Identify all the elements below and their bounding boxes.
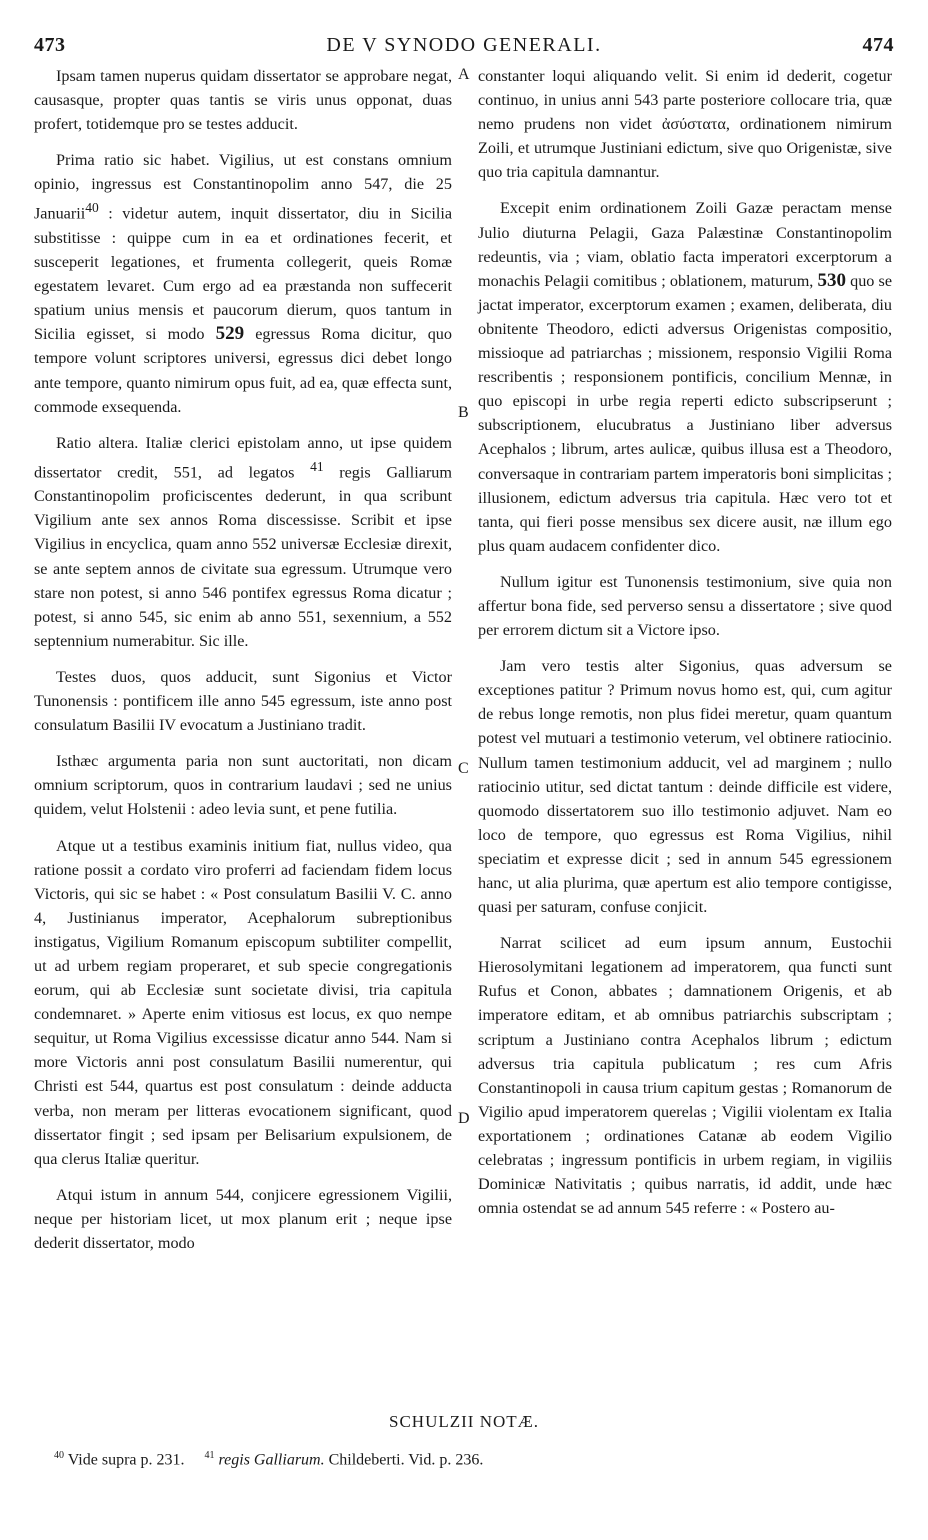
footnote-text: Vide supra p. 231. xyxy=(64,1451,185,1469)
text-run: regis Galliarum Constantinopolim proficiscentes dederunt, in qua scribunt Vigilium ante sex annos Roma discessisse. Scribit et ipse Vigilius in encyclica, quam anno 552 universæ Ecclesiæ direxit, se ante septem annos de civitate sua egressum. Utrumque vero stare non potest, si anno 546 pontifex egressus Roma dicatur ; potest, si anno 545, sic enim ab anno 551, sexennium, a 552 septennium numerabitur. Sic ille. xyxy=(34,463,452,650)
left-column xyxy=(34,64,452,1267)
paragraph: Nullum igitur est Tunonensis testimonium, sive quia non affertur bona fide, sed perverso sensu a dissertatore ; sive quod per errorem dictum sit a Victore ipso. xyxy=(478,572,892,640)
text-run: Excepit enim ordinationem Zoili Gazæ peractam mense Julio diuturna Pelagii, Gaza Palæstinæ Constantinopolim redeuntis, via ; viam, oblatio facta imperatori excerptorum a monachis Pelagii comitibus ; oblationem, maturum, xyxy=(478,199,892,290)
footnote-italic: regis Galliarum. xyxy=(218,1451,325,1469)
paragraph: Ipsam tamen nuperus quidam dissertator se approbare negat, causasque, propter quas tantis se viris unus opponat, duas profert, totidemque pro se testes adducit. xyxy=(34,67,452,134)
paragraph: constanter loqui aliquando velit. Si enim id dederit, cogetur continuo, in unius anni 543 parte posteriore collocare tria, quæ nemo prudens non videt ἀσύστατα, ordinationem nimirum Zoili, et utrumque Justiniani edictum, sive quo Origenistæ, sive quo tria capitula damnantur. xyxy=(478,67,892,182)
paragraph xyxy=(478,196,892,557)
footnote-mark: 41 xyxy=(204,1450,215,1461)
text-run: egressus Roma dicitur, quo tempore volunt scriptores universi, egressus dici debet longo ante tempore, quanto nimirum opus fuit, ad ea, quæ effecta sunt, commode exsequenda. xyxy=(34,325,452,416)
footnotes xyxy=(54,1450,874,1469)
section-marker-b: B xyxy=(458,404,469,421)
running-title: DE V SYNODO GENERALI. xyxy=(326,34,602,56)
paragraph: Testes duos, quos adducit, sunt Sigonius et Victor Tunonensis : pontificem ille anno 545 egressum, iste anno post consulatum Basilii IV evocatum a Justiniano tradit. xyxy=(34,667,452,735)
paragraph: Atque ut a testibus examinis initium fiat, nullus video, qua ratione possit a cordato viro proferri ad faciendam fidem locus Victoris, qui sic se habet : « Post consulatum Basilii V. C. anno 4, Justinianus imperator, Acephalorum subreptionibus instigatus, Vigilium Romanum episcopum subtiliter compellit, ut ad urbem regiam properaret, et sub specie congregationis eorum, qui ab Ecclesiæ sunt societate divisi, tria capitula condemnaret. » Aperte enim vitiosus est locus, ex quo nempe sequitur, ut Roma Vigilius excessisse dicatur anno 544. Nam si more Victoris anni post consulatum Basilii numerentur, qui Christi est 544, quartus est post consulatum : deinde adducta verba, non meram per litteras evocationem significant, quod dissertator fingit ; sed ipsam per Belisarium expulsionem, de qua clerus Italiæ queritur. xyxy=(34,836,452,1168)
paragraph xyxy=(34,431,452,653)
section-marker-a: A xyxy=(458,66,470,83)
paragraph: Narrat scilicet ad eum ipsum annum, Eustochii Hierosolymitani legationem ad imperatorem, qua functi sunt Rufus et Conon, abbates ; damnationem Origenis, et ab imperatore editam, et ab omnibus patriarchis subscriptam ; scriptum a Justiniano contra Acephalos librum ; edictum adversus tria capitula publicatum ; res cum Afris Constantinopoli in causa trium capitum gestas ; Romanorum de Vigilio apud imperatorem querelas ; Vigilii violentam ex Italia exportationem ; ordinationes Catanæ ab eodem Vigilio celebratas ; ingressum pontificis in urbem regiam, in vigiliis Dominicæ Nativitatis ; quibus narratis, id addit, unde hæc omnia ostendat se ad annum 545 referre : « Postero au- xyxy=(478,934,892,1218)
footnote-ref: 40 xyxy=(85,200,99,216)
paragraph: Atqui istum in annum 544, conjicere egressionem Vigilii, neque per historiam licet, ut mox planum erit ; neque ipse dederit dissertator, modo xyxy=(34,1185,452,1252)
text-run: Prima ratio sic habet. Vigilius, ut est constans omnium opinio, ingressus est Constantinopolim anno 547, die 25 Januarii xyxy=(34,151,452,223)
paragraph: Jam vero testis alter Sigonius, quas adversum se exceptiones patitur ? Primum novus homo est, qui, cum agitur de rebus longe remotis, non plus fidei meretur, quam quantum potest vel mutuari a testimonio veterum, vel obtinere ratiocinio. Nullum tamen testimonium adducit, vel ad marginem ; nullo ratiocinio utitur, sed dictat tantum : deinde difficile est videre, quomodo dissertatorem suo illo testimonio adjuvet. Nam eo loco de tempore, quo egressus est Roma Vigilius, nihil speciatim et expresse dicit ; sed in annum 545 egressionem hanc, ut alia plurima, quæ apertum est alio tempore contigisse, quasi per saturam, confuse conjicit. xyxy=(478,657,892,917)
footnote-ref: 41 xyxy=(310,458,324,474)
right-column xyxy=(478,64,892,1232)
text-run: : videtur autem, inquit dissertator, diu in Sicilia substitisse : quippe cum in ea et ordinationes fecerit, et susceperit legationes, et frumenta collegerit, queis Romæ egestatem levaret. Cum ergo ad ea præstanda non suffecerit spatium unius mensis et paucorum dierum, quos tantum in Sicilia egisset, si modo xyxy=(34,204,452,344)
page-number-right: 474 xyxy=(862,34,894,56)
page-number-left: 473 xyxy=(34,34,66,56)
paragraph: Isthæc argumenta paria non sunt auctoritati, non dicam omnium scriptorum, quos in contrarium laudavi ; sed ne unius quidem, velut Holstenii : adeo levia sunt, et pene futilia. xyxy=(34,752,452,819)
footnote-mark: 40 xyxy=(54,1450,64,1461)
text-run: Ratio altera. Italiæ clerici epistolam anno, ut ipse quidem dissertator credit, 551, ad legatos xyxy=(34,433,452,482)
footnote-text: Childeberti. Vid. p. 236. xyxy=(324,1451,484,1469)
margin-page-number: 529 xyxy=(215,323,245,345)
page-header xyxy=(34,34,894,58)
section-marker-d: D xyxy=(458,1110,470,1127)
notes-heading: SCHULZII NOTÆ. xyxy=(389,1412,539,1431)
text-run: quo se jactat imperator, excerptorum examen ; examen, deliberata, diu obnitente Theodoro, edicti adversus Origenistas compositio, missioque ad patriarchas ; missionem, responsio Vigilii Roma rescribentis ; responsionem pontificis, concilium Mennæ, in quo episcopi in urbe regia reperti edicto subscripserunt ; subscriptionem, elucubratus a Justiniano liber adversus Acephalos ; librum, artes aulicæ, quibus illusa est a Theodoro, conversaque in contrariam partem imperatoris boni simplicitas ; illusionem, edictum adversus tria capitula. Hæc vero tot et tanta, qui fieri posse mensibus sex dicere ausit, næ illum ego plus quam audacem confidenter dico. xyxy=(478,271,893,555)
margin-page-number: 530 xyxy=(817,269,846,291)
paragraph xyxy=(34,148,452,418)
section-marker-c: C xyxy=(458,760,469,777)
